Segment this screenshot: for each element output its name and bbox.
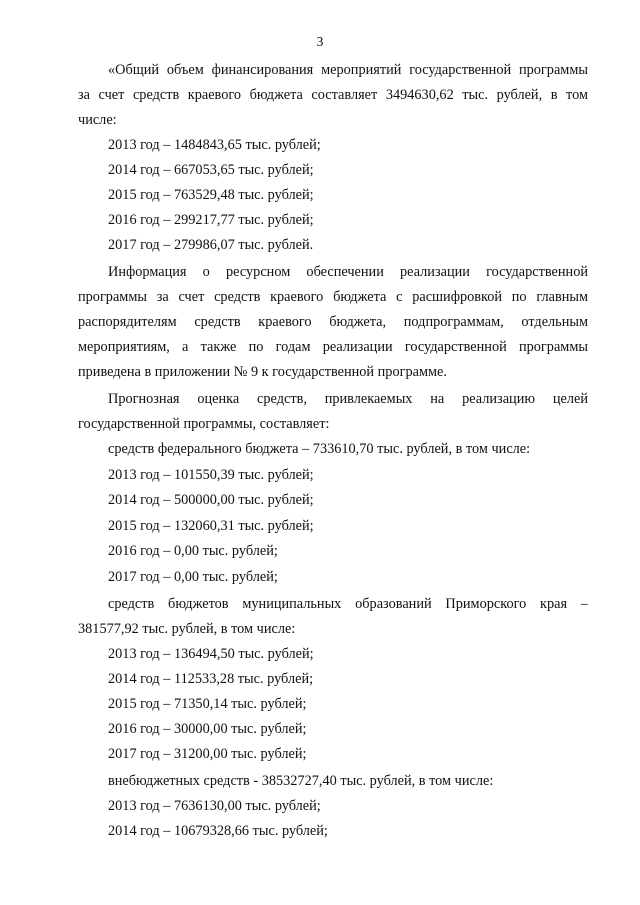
list-item: 2013 год – 1484843,65 тыс. рублей; [108, 137, 321, 153]
list-item: 2015 год – 71350,14 тыс. рублей; [108, 696, 307, 712]
list-item: 2017 год – 0,00 тыс. рублей; [108, 569, 278, 585]
paragraph-line: 381577,92 тыс. рублей, в том числе: [78, 621, 296, 637]
paragraph-line: программы за счет средств краевого бюджета с расшифровкой по главным [78, 289, 588, 305]
list-item: 2016 год – 30000,00 тыс. рублей; [108, 721, 307, 737]
paragraph-line: «Общий объем финансирования мероприятий государственной программы [108, 62, 588, 78]
paragraph-line: Информация о ресурсном обеспечении реализации государственной [108, 264, 588, 280]
paragraph-line: средств бюджетов муниципальных образований Приморского края – [108, 596, 588, 612]
list-item: 2017 год – 279986,07 тыс. рублей. [108, 237, 314, 253]
page-number: 3 [316, 34, 324, 49]
list-item: 2017 год – 31200,00 тыс. рублей; [108, 746, 307, 762]
list-item: 2016 год – 0,00 тыс. рублей; [108, 543, 278, 559]
paragraph-line: Прогнозная оценка средств, привлекаемых на реализацию целей [108, 391, 588, 407]
paragraph-line: приведена в приложении № 9 к государственной программе. [78, 364, 447, 380]
paragraph-line: мероприятиям, а также по годам реализации государственной программы [78, 339, 588, 355]
list-item: 2014 год – 667053,65 тыс. рублей; [108, 162, 314, 178]
list-item: 2013 год – 7636130,00 тыс. рублей; [108, 798, 321, 814]
list-item: 2013 год – 101550,39 тыс. рублей; [108, 467, 314, 483]
paragraph-line: внебюджетных средств - 38532727,40 тыс. рублей, в том числе: [108, 773, 494, 789]
list-item: 2015 год – 132060,31 тыс. рублей; [108, 518, 314, 534]
list-item: 2014 год – 112533,28 тыс. рублей; [108, 671, 314, 687]
list-item: 2016 год – 299217,77 тыс. рублей; [108, 212, 314, 228]
paragraph-line: за счет средств краевого бюджета составляет 3494630,62 тыс. рублей, в том [78, 87, 588, 103]
paragraph-line: государственной программы, составляет: [78, 416, 330, 432]
list-item: 2014 год – 500000,00 тыс. рублей; [108, 492, 314, 508]
list-item: 2014 год – 10679328,66 тыс. рублей; [108, 823, 328, 839]
paragraph-line: средств федерального бюджета – 733610,70 тыс. рублей, в том числе: [108, 441, 531, 457]
list-item: 2013 год – 136494,50 тыс. рублей; [108, 646, 314, 662]
list-item: 2015 год – 763529,48 тыс. рублей; [108, 187, 314, 203]
paragraph-line: распорядителям средств краевого бюджета, подпрограммам, отдельным [78, 314, 588, 330]
paragraph-line: числе: [78, 112, 117, 128]
